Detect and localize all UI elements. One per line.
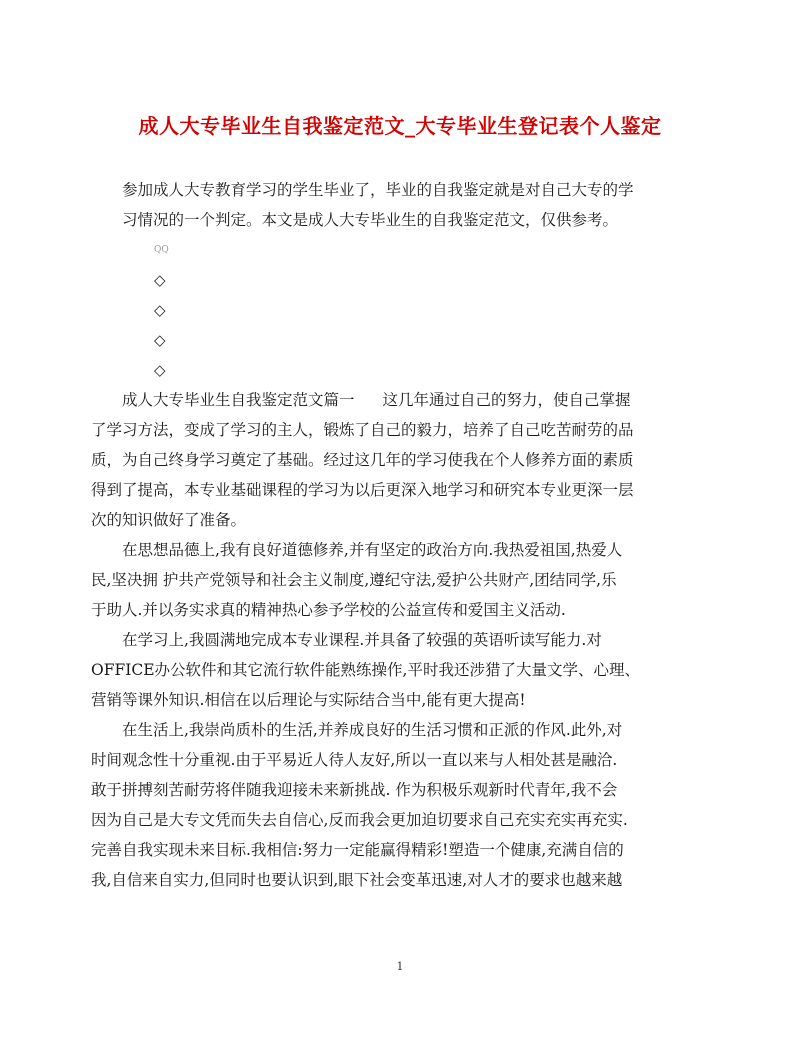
paragraph-2 [91,535,682,625]
paragraph-4-line-3: 敢于拼搏刻苦耐劳将伴随我迎接未来新挑战. 作为积极乐观新时代青年,我不会 [91,781,618,799]
diamond-icon: ◇ [154,331,166,349]
intro-line-2: 习情况的一个判定。本文是成人大专毕业生的自我鉴定范文，仅供参考。 [122,211,619,229]
qq-watermark-mark: QQ [154,245,169,255]
paragraph-3 [91,625,682,715]
paragraph-1-line-5: 次的知识做好了准备。 [91,511,247,529]
paragraph-4-line-6: 我,自信来自实力,但同时也要认识到,眼下社会变革迅速,对人才的要求也越来越 [91,871,623,889]
paragraph-4-line-4: 因为自己是大专文凭而失去自信心,反而我会更加迫切要求自己充实充实再充实. [91,811,628,829]
intro-paragraph [122,175,682,235]
paragraph-3-line-1: 在学习上,我圆满地完成本专业课程.并具备了较强的英语听读写能力.对 [122,631,602,649]
paragraph-2-line-3: 于助人.并以务实求真的精神热心参予学校的公益宣传和爱国主义活动. [91,601,566,619]
paragraph-2-line-1: 在思想品德上,我有良好道德修养,并有坚定的政治方向.我热爱祖国,热爱人 [122,541,623,559]
paragraph-1-line-1-rest: 这几年通过自己的努力，使自己掌握 [382,391,631,409]
paragraph-3-line-3: 营销等课外知识.相信在以后理论与实际结合当中,能有更大提高! [91,691,526,709]
paragraph-4-line-2: 时间观念性十分重视.由于平易近人待人友好,所以一直以来与人相处甚是融洽. [91,751,618,769]
diamond-icon: ◇ [154,271,166,289]
paragraph-1 [91,385,682,535]
section-heading: 成人大专毕业生自我鉴定范文篇一 [122,391,355,409]
paragraph-4-line-1: 在生活上,我崇尚质朴的生活,并养成良好的生活习惯和正派的作风.此外,对 [122,721,623,739]
diamond-icon: ◇ [154,301,166,319]
paragraph-4-line-5: 完善自我实现未来目标.我相信:努力一定能赢得精彩!塑造一个健康,充满自信的 [91,841,624,859]
paragraph-1-line-1 [122,385,682,415]
marker-list [122,235,682,385]
diamond-icon: ◇ [154,361,166,379]
paragraph-1-line-4: 得到了提高，本专业基础课程的学习为以后更深入地学习和研究本专业更深一层 [91,481,634,499]
paragraph-3-line-2: OFFICE办公软件和其它流行软件能熟练操作,平时我还涉猎了大量文学、心理、 [91,661,640,679]
intro-line-1: 参加成人大专教育学习的学生毕业了，毕业的自我鉴定就是对自己大专的学 [122,181,634,199]
page-number: 1 [396,960,404,973]
paragraph-4 [91,715,682,895]
document-body [91,175,682,895]
paragraph-2-line-2: 民,坚决拥 护共产党领导和社会主义制度,遵纪守法,爱护公共财产,团结同学,乐 [91,571,617,589]
paragraph-1-line-2: 了学习方法，变成了学习的主人，锻炼了自己的毅力，培养了自己吃苦耐劳的品 [91,421,634,439]
document-title: 成人大专毕业生自我鉴定范文_大专毕业生登记表个人鉴定 [138,114,662,138]
paragraph-1-line-3: 质，为自己终身学习奠定了基础。经过这几年的学习使我在个人修养方面的素质 [91,451,634,469]
